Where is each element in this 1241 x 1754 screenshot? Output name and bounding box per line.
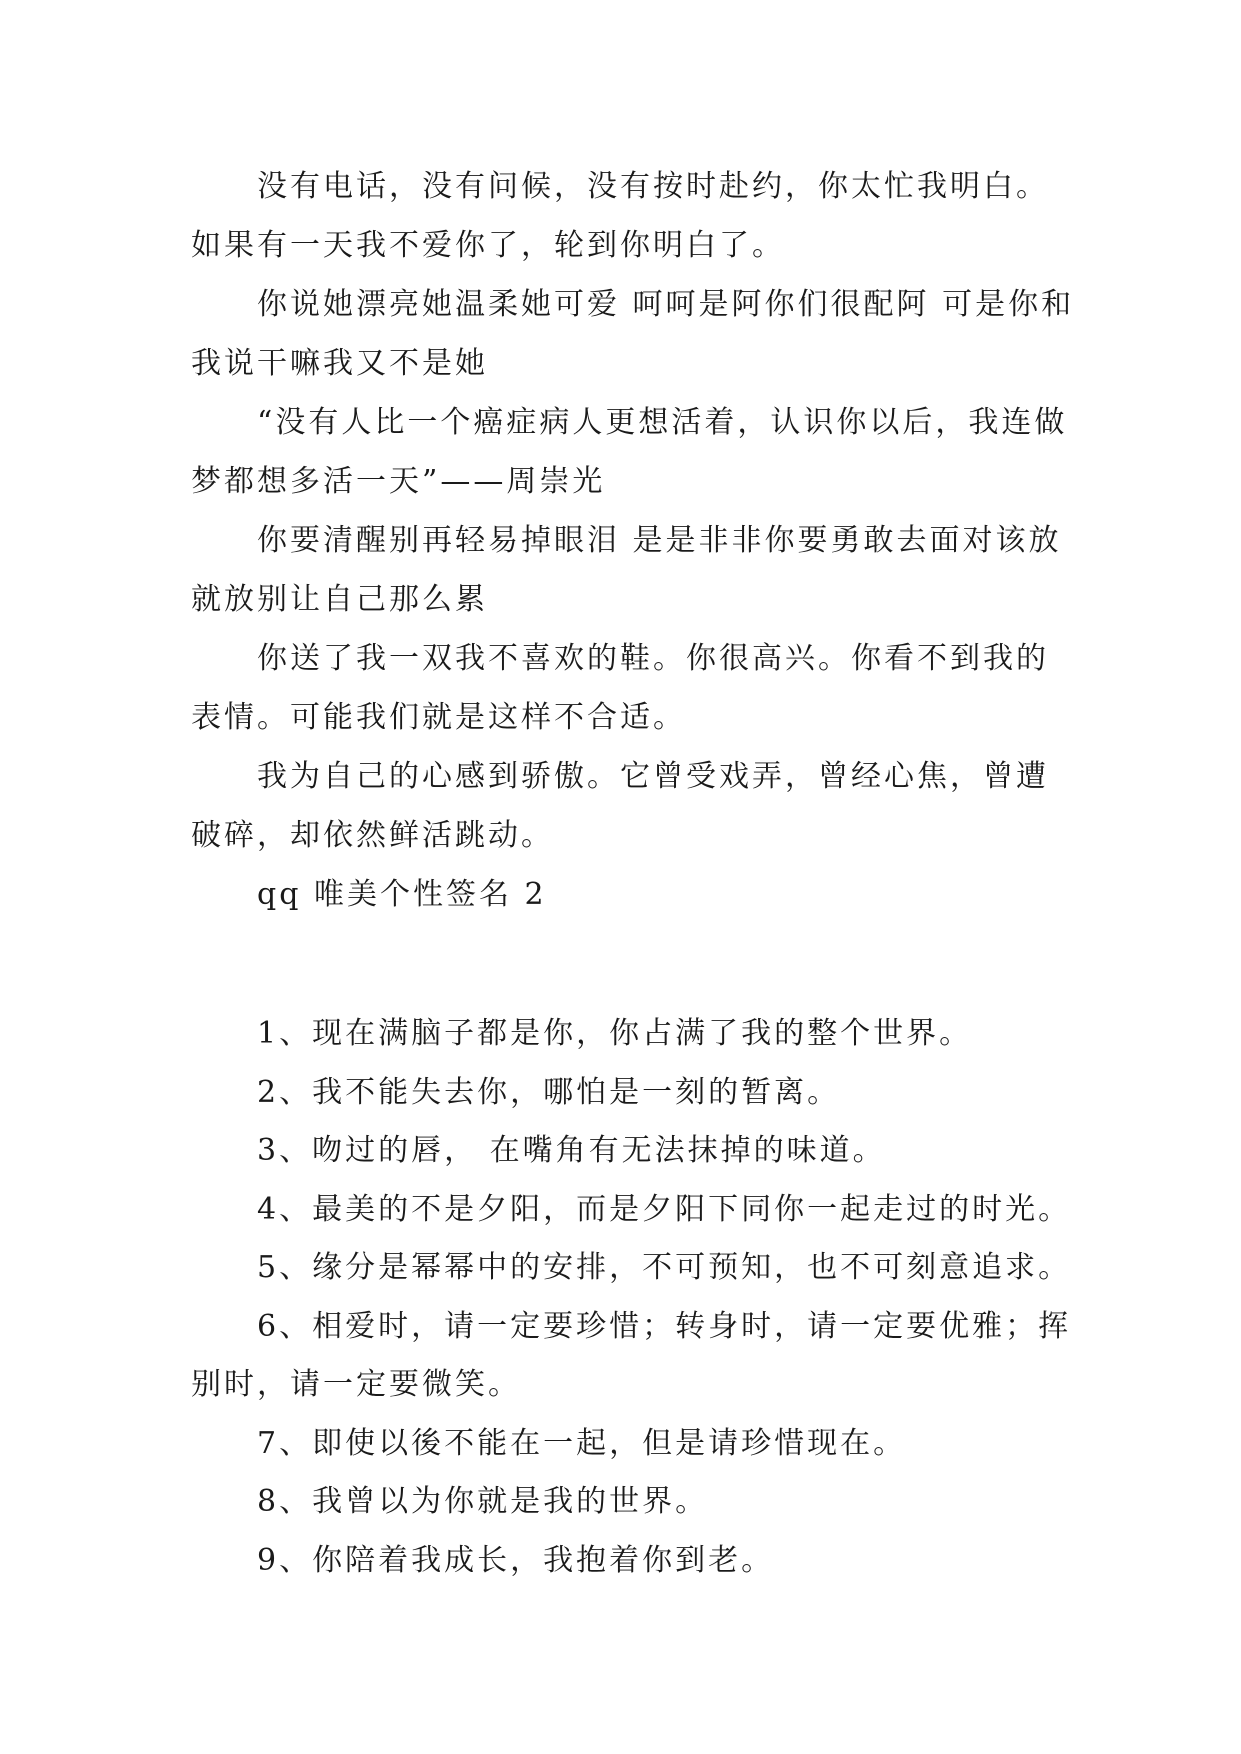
list-item: 2、我不能失去你，哪怕是一刻的暂离。 xyxy=(257,1074,841,1110)
paragraph: 我为自己的心感到骄傲。它曾受戏弄，曾经心焦，曾遭破碎，却依然鲜活跳动。 xyxy=(191,759,1049,853)
paragraph: “没有人比一个癌症病人更想活着，认识你以后，我连做梦都想多活一天”——周崇光 xyxy=(191,405,1068,499)
list-item: 4、最美的不是夕阳，而是夕阳下同你一起走过的时光。 xyxy=(257,1191,1072,1227)
list-item: 5、缘分是幂幂中的安排，不可预知，也不可刻意追求。 xyxy=(257,1250,1072,1285)
list-item: 6、相爱时，请一定要珍惜；转身时，请一定要优雅；挥别时，请一定要微笑。 xyxy=(191,1308,1072,1402)
document-body xyxy=(191,157,1081,1590)
paragraph: 你要清醒别再轻易掉眼泪 是是非非你要勇敢去面对该放就放别让自己那么累 xyxy=(191,523,1062,617)
list-item: 1、现在满脑子都是你，你占满了我的整个世界。 xyxy=(257,1016,973,1051)
list-item: 8、我曾以为你就是我的世界。 xyxy=(257,1484,709,1519)
list-item: 3、吻过的唇， 在嘴角有无法抹掉的味道。 xyxy=(257,1133,886,1168)
paragraph: 你送了我一双我不喜欢的鞋。你很高兴。你看不到我的表情。可能我们就是这样不合适。 xyxy=(191,641,1049,735)
section-heading: qq 唯美个性签名 2 xyxy=(257,877,547,912)
list-item: 7、即使以後不能在一起，但是请珍惜现在。 xyxy=(257,1425,907,1461)
paragraph: 你说她漂亮她温柔她可爱 呵呵是阿你们很配阿 可是你和我说干嘛我又不是她 xyxy=(191,287,1075,381)
spacer xyxy=(191,924,1081,1005)
paragraph: 没有电话，没有问候，没有按时赴约，你太忙我明白。如果有一天我不爱你了，轮到你明白了。 xyxy=(191,169,1049,263)
list-item: 9、你陪着我成长，我抱着你到老。 xyxy=(257,1542,775,1578)
